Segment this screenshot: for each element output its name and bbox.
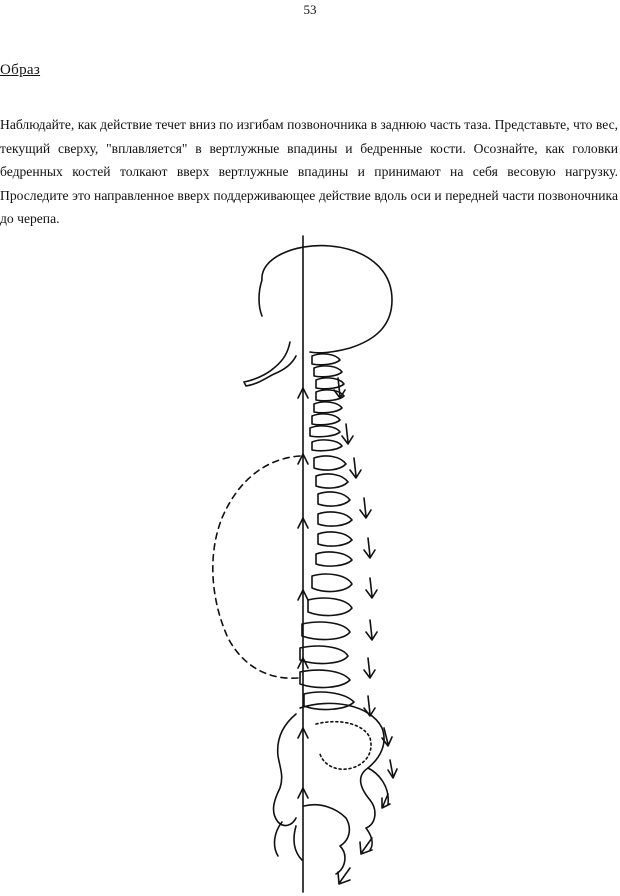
downward-arrows (334, 378, 397, 884)
pelvis-outline (274, 703, 385, 874)
pelvis-inner-dotted (316, 722, 371, 770)
section-title: Образ (0, 62, 41, 78)
ribcage-dashed-curve (213, 456, 300, 678)
page-number: 53 (303, 2, 317, 17)
body-paragraph: Наблюдайте, как действие течет вниз по изгибам позвоночника в заднюю часть таза. Представьте, что вес, текущий сверху, "вплавляется" в вертлужные впадины и бедренные кости. Осознайте, как головки бедренных костей толкают вверх вертлужные впадины и принимают на себя весовую нагрузку. Проследите это направленное вверх поддерживающее действие вдоль оси и передней части позвоночника до черепа. (0, 117, 618, 227)
femur-head-outline (275, 768, 389, 856)
spine-illustration (200, 228, 410, 896)
spine-drawing-svg (200, 228, 410, 896)
vertebrae-column (300, 354, 354, 710)
